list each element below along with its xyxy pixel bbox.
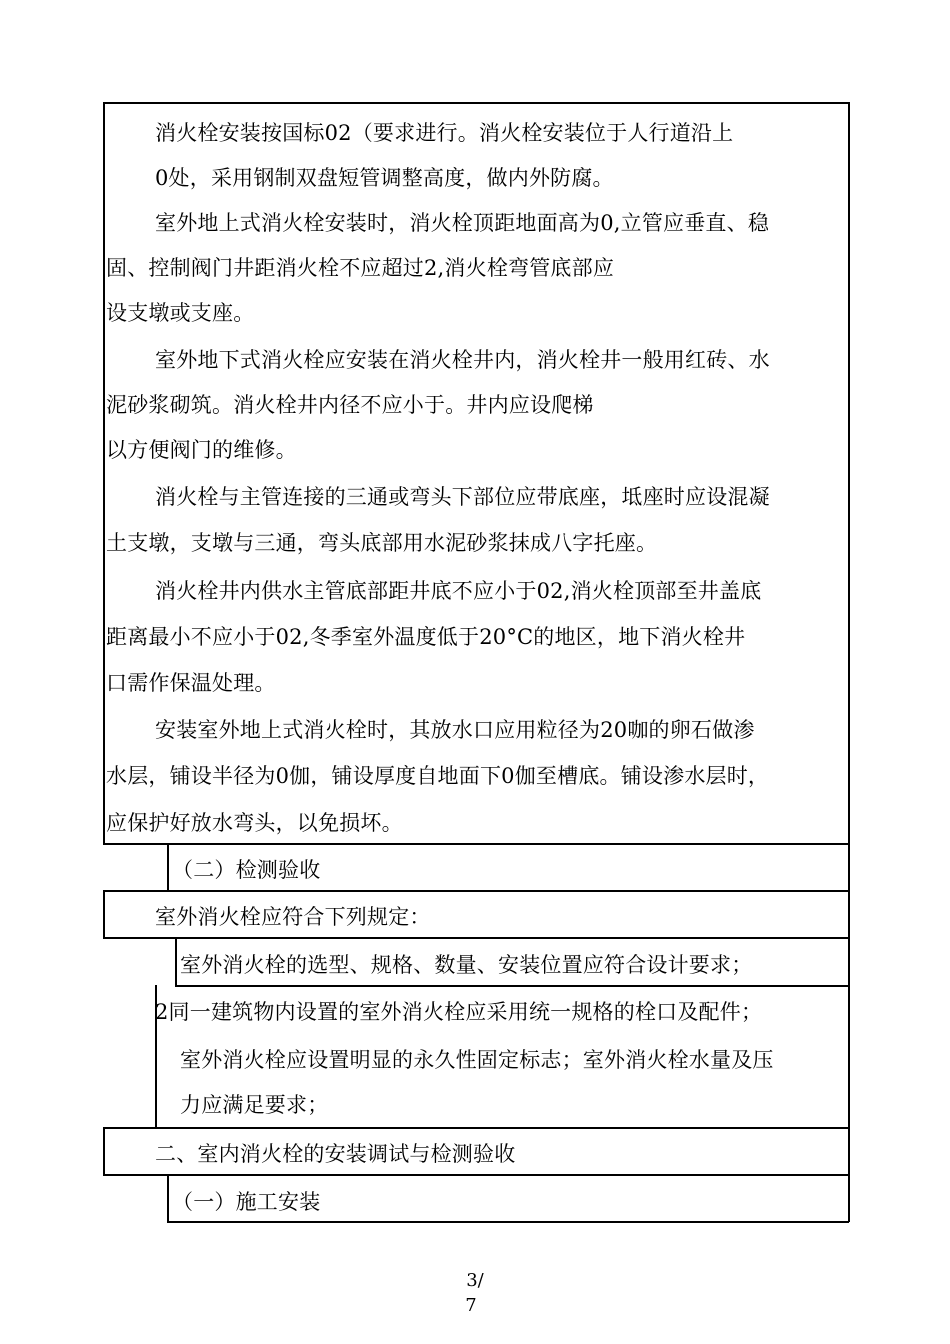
paragraph-line: 安装室外地上式消火栓时，其放水口应用粒径为20咖的卵石做渗: [155, 718, 755, 742]
row-divider: [175, 985, 849, 987]
table-bottom-border: [167, 1221, 849, 1223]
list-item: 2同一建筑物内设置的室外消火栓应采用统一规格的栓口及配件；: [155, 1000, 763, 1024]
paragraph-line: 设支墩或支座。: [106, 301, 255, 325]
row-divider: [103, 1127, 849, 1129]
list-item: 室外消火栓应设置明显的永久性固定标志；室外消火栓水量及压: [180, 1048, 774, 1072]
table-left-border: [103, 102, 105, 844]
paragraph-line: 应保护好放水弯头，以免损坏。: [106, 811, 403, 835]
paragraph-line: 0处，采用钢制双盘短管调整高度，做内外防腐。: [155, 166, 614, 190]
list-item: 室外消火栓的选型、规格、数量、安装位置应符合设计要求；: [180, 953, 753, 977]
cell-left-border: [103, 1127, 105, 1175]
row-divider: [103, 890, 849, 892]
cell-left-border: [167, 843, 169, 891]
paragraph-line: 室外地下式消火栓应安装在消火栓井内，消火栓井一般用红砖、水: [155, 348, 770, 372]
paragraph-line: 口需作保温处理。: [106, 671, 276, 695]
page-number-top: 3/: [466, 1270, 484, 1291]
row-divider: [103, 1174, 849, 1176]
paragraph-line: 消火栓井内供水主管底部距井底不应小于02,消火栓顶部至井盖底: [155, 579, 762, 603]
paragraph-line: 消火栓安装按国标02（要求进行。消火栓安装位于人行道沿上: [155, 121, 734, 145]
paragraph-line: 泥砂浆砌筑。消火栓井内径不应小于。井内应设爬梯: [106, 393, 594, 417]
paragraph-line: 水层，铺设半径为0伽，铺设厚度自地面下0伽至槽底。铺设渗水层时，: [106, 764, 770, 788]
list-item: 力应满足要求；: [180, 1093, 329, 1117]
paragraph-line: 距离最小不应小于02,冬季室外温度低于20°C的地区，地下消火栓井: [106, 625, 746, 649]
paragraph-line: 室外消火栓应符合下列规定：: [155, 905, 431, 929]
table-right-border: [848, 102, 850, 1222]
section-heading: （二）检测验收: [172, 858, 321, 882]
paragraph-line: 固、控制阀门井距消火栓不应超过2,消火栓弯管底部应: [106, 256, 615, 280]
paragraph-line: 土支墩，支墩与三通，弯头底部用水泥砂浆抹成八字托座。: [106, 531, 658, 555]
cell-left-border: [167, 1174, 169, 1222]
table-top-border: [103, 102, 849, 104]
paragraph-line: 室外地上式消火栓安装时，消火栓顶距地面高为0,立管应垂直、稳: [155, 211, 770, 235]
paragraph-line: 消火栓与主管连接的三通或弯头下部位应带底座，坻座时应设混凝: [155, 485, 770, 509]
section-heading: 二、室内消火栓的安装调试与检测验收: [155, 1142, 516, 1166]
cell-left-border: [103, 890, 105, 938]
cell-left-border: [175, 937, 177, 985]
paragraph-line: 以方便阀门的维修。: [106, 438, 297, 462]
row-divider: [103, 843, 849, 845]
row-divider: [103, 937, 849, 939]
section-heading: （一）施工安装: [172, 1190, 321, 1214]
page-number-bottom: 7: [465, 1295, 477, 1316]
